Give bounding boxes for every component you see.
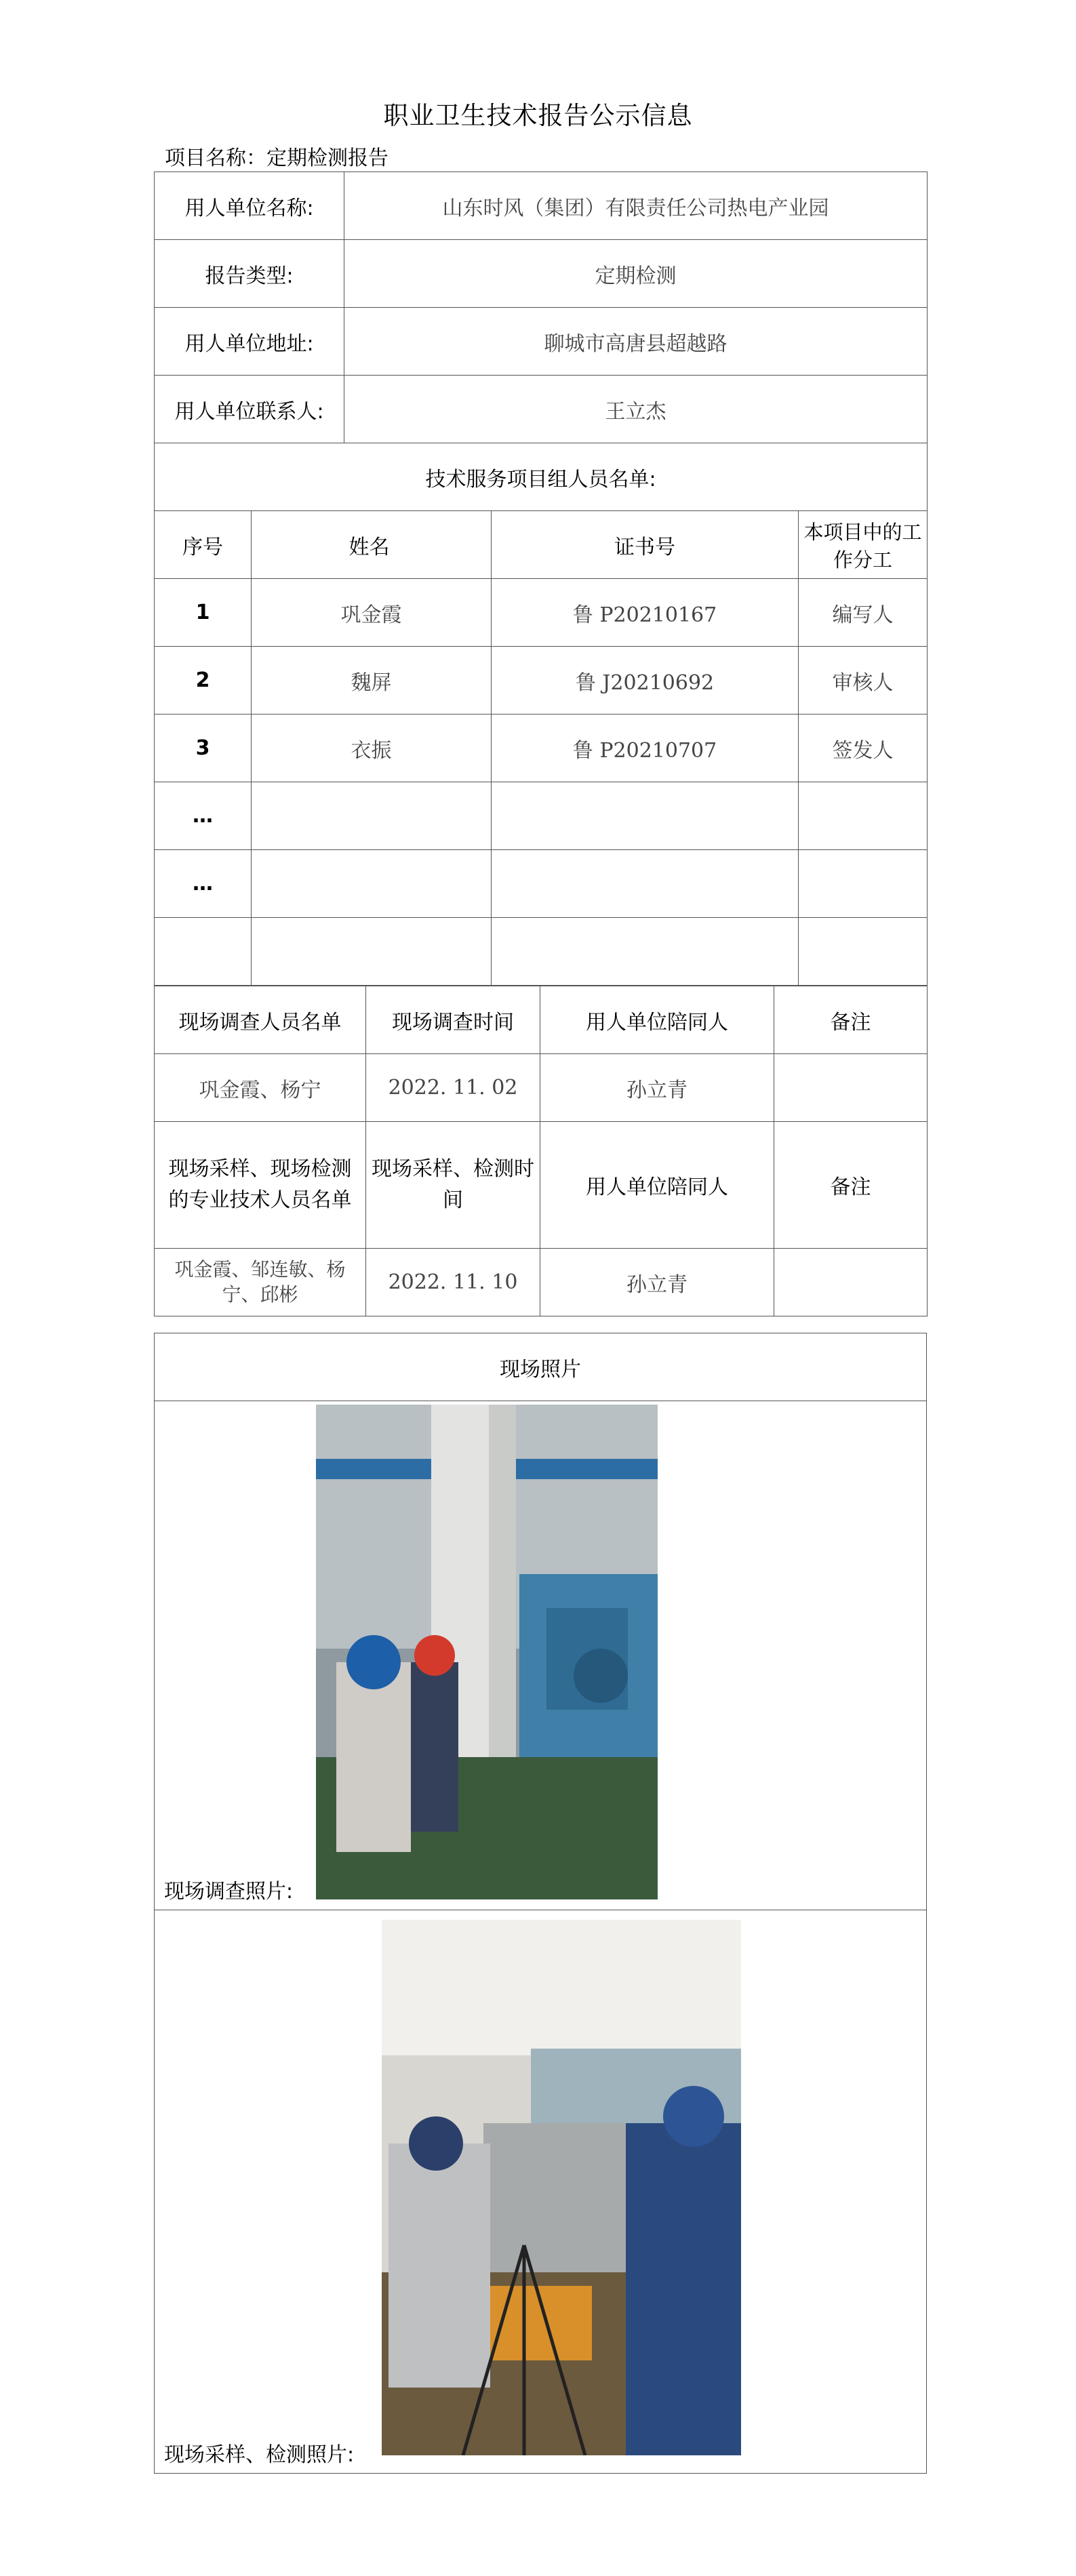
sampling-photo-cell xyxy=(155,1910,927,2474)
team-cert xyxy=(492,850,799,918)
team-cert xyxy=(492,782,799,850)
survey-note xyxy=(774,1054,928,1122)
info-label: 用人单位联系人: xyxy=(155,376,344,443)
team-header-row xyxy=(155,511,928,579)
sampling-header: 现场采样、检测时间 xyxy=(366,1122,540,1249)
info-row xyxy=(155,172,928,240)
team-no xyxy=(155,918,252,986)
survey-people: 巩金霞、杨宁 xyxy=(155,1054,366,1122)
team-cert: 鲁 P20210707 xyxy=(492,715,799,782)
team-name xyxy=(252,850,492,918)
team-name: 魏屏 xyxy=(252,647,492,715)
project-name: 项目名称：定期检测报告 xyxy=(165,146,388,170)
sampling-header-row xyxy=(155,1122,928,1249)
sampling-people: 巩金霞、邹连敏、杨宁、邱彬 xyxy=(155,1249,366,1316)
team-role: 编写人 xyxy=(799,579,928,647)
table-row xyxy=(155,1249,928,1316)
survey-header: 现场调查时间 xyxy=(366,986,540,1054)
survey-photo-label: 现场调查照片: xyxy=(164,1880,294,1904)
team-role xyxy=(799,850,928,918)
table-row xyxy=(155,647,928,715)
team-header: 姓名 xyxy=(252,511,492,579)
sampling-photo-label: 现场采样、检测照片: xyxy=(164,2443,355,2467)
table-row xyxy=(155,918,928,986)
table-row xyxy=(155,715,928,782)
team-no: 2 xyxy=(155,647,252,715)
survey-header-row xyxy=(155,986,928,1054)
team-header: 本项目中的工作分工 xyxy=(799,511,928,579)
info-label: 用人单位地址: xyxy=(155,308,344,376)
info-value: 定期检测 xyxy=(344,240,928,308)
team-cert: 鲁 P20210167 xyxy=(492,579,799,647)
survey-table xyxy=(154,986,928,1316)
team-name xyxy=(252,918,492,986)
sampling-header: 备注 xyxy=(774,1122,928,1249)
team-header: 序号 xyxy=(155,511,252,579)
sampling-header: 用人单位陪同人 xyxy=(540,1122,774,1249)
team-cert: 鲁 J20210692 xyxy=(492,647,799,715)
team-role: 审核人 xyxy=(799,647,928,715)
photos-title: 现场照片 xyxy=(155,1333,927,1401)
team-no: 1 xyxy=(155,579,252,647)
info-table xyxy=(154,172,928,986)
team-no: 3 xyxy=(155,715,252,782)
info-row xyxy=(155,376,928,443)
info-label: 报告类型: xyxy=(155,240,344,308)
survey-header: 用人单位陪同人 xyxy=(540,986,774,1054)
table-row xyxy=(155,850,928,918)
info-value: 王立杰 xyxy=(344,376,928,443)
team-name: 巩金霞 xyxy=(252,579,492,647)
survey-escort: 孙立青 xyxy=(540,1054,774,1122)
info-label: 用人单位名称: xyxy=(155,172,344,240)
table-row xyxy=(155,579,928,647)
survey-time: 2022. 11. 02 xyxy=(366,1054,540,1122)
survey-header: 现场调查人员名单 xyxy=(155,986,366,1054)
sampling-photo-image xyxy=(382,1920,741,2455)
survey-photo-cell xyxy=(155,1401,927,1910)
team-title: 技术服务项目组人员名单: xyxy=(155,443,928,511)
team-role xyxy=(799,782,928,850)
info-value: 聊城市高唐县超越路 xyxy=(344,308,928,376)
sampling-escort: 孙立青 xyxy=(540,1249,774,1316)
info-row xyxy=(155,308,928,376)
info-row xyxy=(155,240,928,308)
team-role xyxy=(799,918,928,986)
team-name xyxy=(252,782,492,850)
survey-photo xyxy=(316,1405,658,1899)
sampling-photo xyxy=(382,1920,741,2455)
team-cert xyxy=(492,918,799,986)
table-row xyxy=(155,1054,928,1122)
team-no: … xyxy=(155,850,252,918)
survey-photo-image xyxy=(316,1405,658,1899)
sampling-time: 2022. 11. 10 xyxy=(366,1249,540,1316)
team-header: 证书号 xyxy=(492,511,799,579)
photo-table xyxy=(154,1333,927,2474)
team-no: … xyxy=(155,782,252,850)
page-title: 职业卫生技术报告公示信息 xyxy=(383,101,693,130)
team-name: 衣振 xyxy=(252,715,492,782)
sampling-header: 现场采样、现场检测的专业技术人员名单 xyxy=(155,1122,366,1249)
info-value: 山东时风（集团）有限责任公司热电产业园 xyxy=(344,172,928,240)
survey-header: 备注 xyxy=(774,986,928,1054)
table-row xyxy=(155,782,928,850)
sampling-note xyxy=(774,1249,928,1316)
team-role: 签发人 xyxy=(799,715,928,782)
